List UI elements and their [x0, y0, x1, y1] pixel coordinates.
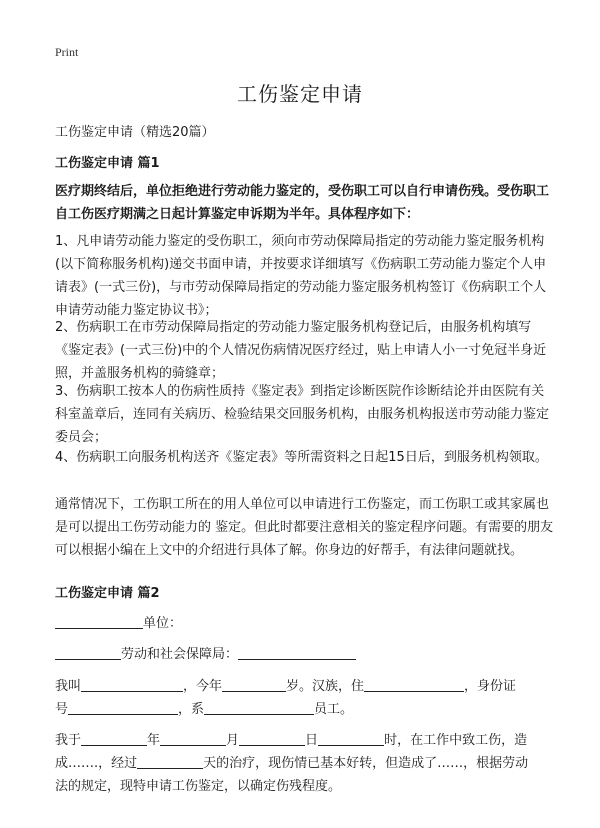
form-line-4 — [55, 752, 555, 775]
step-3-paragraph: 3、伤病职工按本人的伤病性质持《鉴定表》到指定诊断医院作诊断结论并由医院有关科室盖章后，连同有关病历、检验结果交回服务机构，由服务机构报送市劳动能力鉴定委员会； — [55, 384, 550, 445]
document-subtitle: 工伤鉴定申请（精选20篇） — [55, 125, 215, 140]
form-text: 岁。汉族，住 — [286, 679, 365, 694]
step-1-paragraph: 1、凡申请劳动能力鉴定的受伤职工，须向市劳动保障局指定的劳动能力鉴定服务机构(以下简称服务机构)递交书面申请，并按要求详细填写《伤病职工劳动能力鉴定个人申请表》(一式三份)，与市劳动保障局指定的劳动能力鉴定服务机构签订《伤病职工个人申请劳动能力鉴定协议书》； — [55, 234, 547, 318]
id-number-blank — [68, 699, 178, 715]
section-2-heading: 工伤鉴定申请 篇2 — [55, 586, 160, 601]
form-line-5: 法的规定，现特申请工伤鉴定，以确定伤残程度。 — [55, 779, 342, 794]
form-text: ，身份证 — [464, 679, 517, 694]
form-text: 我于 — [55, 733, 82, 748]
address-blank — [364, 676, 464, 692]
page-title: 工伤鉴定申请 — [237, 82, 363, 106]
city-blank — [55, 644, 121, 660]
bureau-label: 劳动和社会保障局： — [121, 647, 239, 662]
form-text: 成…….，经过 — [55, 756, 138, 771]
company-blank — [204, 699, 314, 715]
form-text: 时，在工作中致工伤，造 — [384, 733, 528, 748]
form-text: 号 — [55, 702, 69, 717]
unit-line — [55, 612, 555, 635]
print-label: Print — [55, 45, 79, 59]
form-text: 日 — [305, 733, 319, 748]
form-text: 员工。 — [314, 702, 354, 717]
form-text: ，系 — [178, 702, 205, 717]
form-text: 我叫 — [55, 679, 82, 694]
form-line-1 — [55, 675, 555, 698]
treatment-days-blank — [137, 753, 203, 769]
bureau-name-blank — [238, 644, 356, 660]
form-line-2 — [55, 698, 555, 721]
form-text: 天的治疗，现伤情已基本好转，但造成了……，根据劳动 — [203, 756, 529, 771]
age-blank — [222, 676, 286, 692]
unit-name-blank — [55, 613, 143, 629]
name-blank — [81, 676, 183, 692]
year-blank — [81, 730, 147, 746]
hour-blank — [318, 730, 384, 746]
form-line-3 — [55, 729, 555, 752]
month-blank — [160, 730, 226, 746]
step-2-paragraph: 2、伤病职工在市劳动保障局指定的劳动能力鉴定服务机构登记后，由服务机构填写《鉴定表》(一式三份)中的个人情况伤病情况医疗经过，贴上申请人小一寸免冠半身近照，并盖服务机构的骑缝章； — [55, 320, 547, 381]
form-text: 年 — [147, 733, 161, 748]
form-text: ，今年 — [183, 679, 223, 694]
section-1-intro: 医疗期终结后，单位拒绝进行劳动能力鉴定的，受伤职工可以自行申请伤残。受伤职工自工伤医疗期满之日起计算鉴定申诉期为半年。具体程序如下： — [55, 184, 550, 222]
section-1-heading: 工伤鉴定申请 篇1 — [55, 156, 160, 171]
day-blank — [239, 730, 305, 746]
form-text: 月 — [226, 733, 240, 748]
step-4-paragraph: 4、伤病职工向服务机构送齐《鉴定表》等所需资料之日起15日后，到服务机构领取。 — [55, 450, 548, 465]
unit-label: 单位： — [143, 616, 183, 631]
bureau-line — [55, 643, 555, 666]
conclusion-paragraph: 通常情况下，工伤职工所在的用人单位可以申请进行工伤鉴定，而工伤职工或其家属也是可以提出工伤劳动能力的 鉴定。但此时都要注意相关的鉴定程序问题。有需要的朋友可以根据小编在上文中的介绍进行具体了解。你身边的好帮手，有法律问题就找。 — [55, 497, 554, 558]
